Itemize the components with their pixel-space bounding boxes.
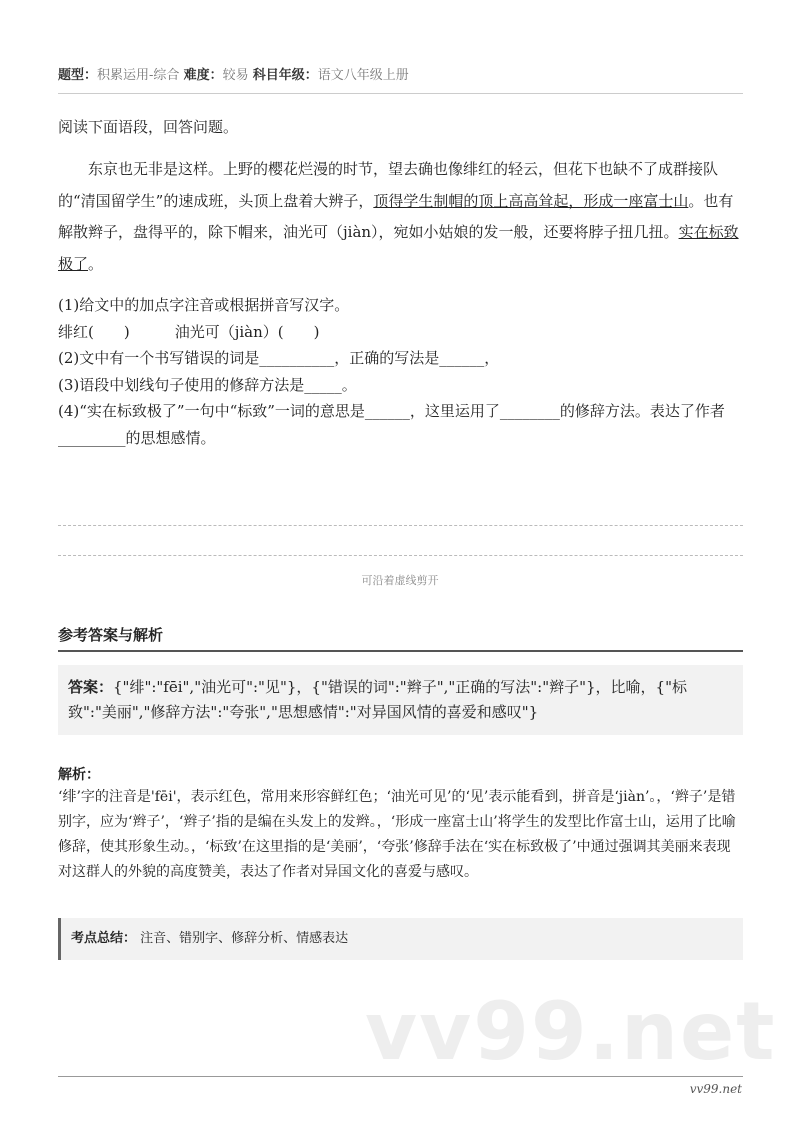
- footer-site: vv99.net: [689, 1082, 742, 1096]
- difficulty-label: 难度：: [183, 68, 223, 83]
- underlined-sentence: 实在标致极了: [58, 223, 739, 273]
- cut-hint: 可沿着虚线剪开: [361, 574, 439, 587]
- question-1: (1)给文中的加点字注音或根据拼音写汉字。: [58, 296, 350, 314]
- type-value: 积累运用-综合: [97, 68, 180, 83]
- question-1-items: 绯红( ) 油光可（jiàn）( ): [58, 322, 320, 341]
- answer-section-title: 参考答案与解析: [58, 626, 164, 644]
- passage-text: 。也有解散辫子，盘得平的，除下帽来，油光可（jiàn），宛如小姑娘的发一般，还要将脖子扭几扭。: [58, 191, 734, 241]
- question-4: (4)“实在标致极了”一句中“标致”一词的意思是______，这里运用了________的修辞方法。表达了作者_________的思想感情。: [58, 402, 725, 447]
- answer-text: {"绯":"fēi","油光可":"见"}，{"错误的词":"辫子","正确的写法":"辫子"}，比喻，{"标致":"美丽","修辞方法":"夸张","思想感情":"对异国风情的喜爱和感叹"}: [68, 678, 688, 721]
- question-meta: [58, 64, 409, 83]
- questions: [58, 292, 743, 451]
- cut-line: [58, 525, 743, 526]
- instruction: 阅读下面语段，回答问题。: [58, 118, 239, 136]
- passage-text: 东京也无非是这样。上野的樱花烂漫的时节，望去确也像绯红的轻云，但花下也缺不了成群接队的“清国留学生”的速成班，头顶上盘着大辨子，: [58, 160, 719, 210]
- footer-divider: [58, 1076, 743, 1077]
- underlined-sentence: 顶得学生制帽的顶上高高耸起，形成一座富士山: [373, 191, 689, 210]
- divider: [58, 650, 743, 652]
- grade-value: 语文八年级上册: [317, 68, 409, 83]
- divider: [58, 93, 743, 94]
- watermark: vv99.net: [365, 985, 777, 1078]
- analysis-text: ‘绯’字的注音是'fēi'，表示红色，常用来形容鲜红色；‘油光可见’的‘见’表示能看到，拼音是‘jiàn’。，‘辫子’是错别字，应为‘辫子’，‘辫子’指的是编在头发上的发辫。，‘形成一座富士山’将学生的发型比作富士山，运用了比喻修辞，使其形象生动。，‘标致’在这里指的是‘美丽’，‘夸张’修辞手法在‘实在标致极了’中通过强调其美丽来表现对这群人的外貌的高度赞美，表达了作者对异国文化的喜爱与感叹。: [58, 789, 736, 880]
- difficulty-value: 较易: [222, 68, 249, 83]
- summary-text: 注音、错别字、修辞分析、情感表达: [140, 931, 349, 946]
- cut-line: [58, 555, 743, 556]
- grade-label: 科目年级：: [252, 68, 318, 83]
- passage-text: 。: [88, 254, 104, 273]
- type-label: 题型：: [58, 68, 98, 83]
- summary-box: [58, 918, 743, 960]
- question-2: (2)文中有一个书写错误的词是__________，正确的写法是______，: [58, 349, 500, 367]
- summary-label: 考点总结：: [71, 931, 137, 946]
- passage: [58, 154, 743, 280]
- answer-box: [58, 665, 743, 735]
- analysis-label: 解析：: [58, 767, 100, 783]
- question-3: (3)语段中划线句子使用的修辞方法是_____。: [58, 375, 357, 394]
- answer-label: 答案：: [68, 678, 114, 696]
